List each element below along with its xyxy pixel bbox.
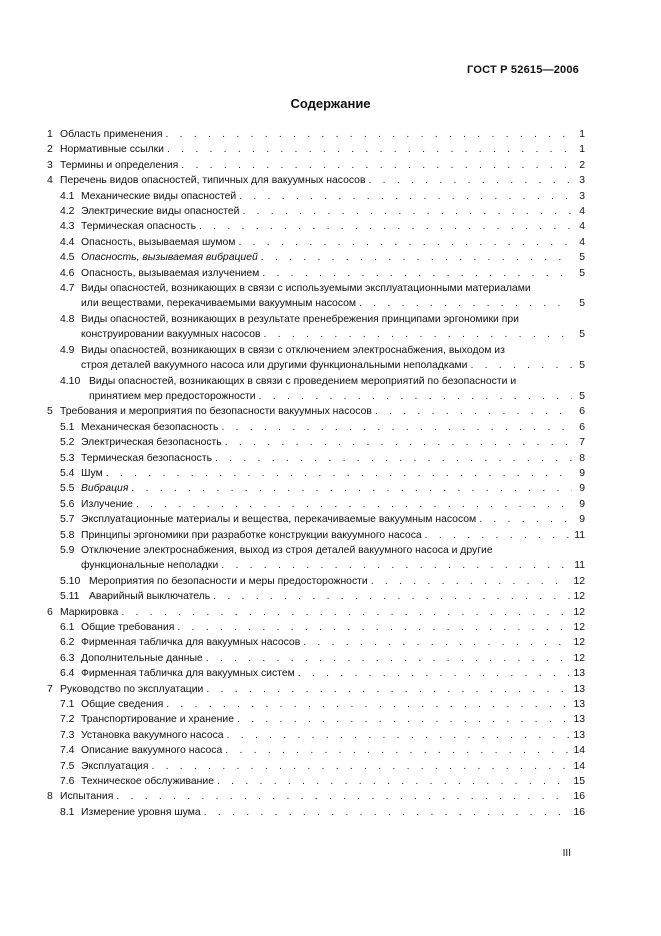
toc-entry-page: 9: [579, 498, 585, 510]
toc-entry-title: Нормативные ссылки: [60, 144, 164, 156]
dot-leader: [131, 481, 572, 496]
toc-entry-number: 3: [47, 159, 53, 171]
toc-entry-title: Опасность, вызываемая шумом: [81, 236, 236, 248]
toc-entry[interactable]: [47, 605, 585, 620]
toc-entry-title: Механические виды опасностей: [81, 190, 237, 202]
toc-entry[interactable]: [47, 189, 585, 204]
dot-leader: [151, 759, 570, 774]
dot-leader: [177, 620, 570, 635]
dot-leader: [298, 666, 571, 681]
dot-leader: [303, 635, 570, 650]
toc-entry-page: 5: [579, 298, 585, 310]
toc-entry-title: Эксплуатационные материалы и вещества, перекачиваемые вакуумным насосом: [81, 514, 477, 526]
toc-entry-number: 5.2: [60, 437, 75, 449]
toc-entry-number: 7.1: [60, 699, 75, 711]
toc-entry-title-cont: конструировании вакуумных насосов: [81, 329, 261, 341]
toc-entry-page: 9: [579, 467, 585, 479]
toc-entry-title: Опасность, вызываемая излучением: [81, 267, 260, 279]
toc-entry[interactable]: [47, 235, 585, 250]
toc-entry-title: Отключение электроснабжения, выход из строя деталей вакуумного насоса и другие: [81, 544, 493, 556]
dot-leader: [225, 743, 570, 758]
table-of-contents: [47, 127, 585, 820]
toc-entry-title: Опасность, вызываемая вибрацией: [81, 252, 258, 264]
toc-entry[interactable]: [47, 343, 585, 374]
toc-entry[interactable]: [47, 158, 585, 173]
toc-entry-page: 4: [579, 236, 585, 248]
toc-entry[interactable]: [47, 682, 585, 697]
toc-entry-number: 5.1: [60, 421, 75, 433]
toc-entry-title: Аварийный выключатель: [89, 591, 211, 603]
toc-entry-title: Общие требования: [81, 622, 175, 633]
toc-entry-page: 13: [573, 699, 585, 711]
toc-entry-title-cont: функциональные неполадки: [81, 560, 219, 572]
toc-entry[interactable]: [47, 759, 585, 774]
toc-entry-number: 6.4: [60, 668, 75, 680]
toc-entry[interactable]: [47, 374, 585, 405]
toc-entry[interactable]: [47, 281, 585, 312]
toc-entry-page: 4: [579, 221, 585, 233]
toc-entry-page: 13: [573, 714, 585, 726]
toc-entry-number: 4.8: [60, 313, 75, 325]
toc-entry-page: 16: [573, 806, 585, 818]
toc-entry-page: 11: [574, 560, 585, 572]
dot-leader: [165, 127, 572, 142]
toc-entry-number: 4.1: [60, 190, 75, 202]
toc-entry-title: Вибрация: [81, 483, 129, 495]
toc-entry-number: 1: [47, 129, 53, 140]
toc-entry-number: 6: [47, 606, 53, 618]
toc-entry-page: 5: [579, 252, 585, 264]
dot-leader: [199, 219, 572, 234]
toc-entry-page: 15: [573, 776, 585, 788]
toc-entry-number: 6.2: [60, 637, 75, 649]
toc-entry-number: 2: [47, 144, 53, 156]
dot-leader: [261, 250, 572, 265]
toc-entry-page: 14: [573, 745, 585, 757]
dot-leader: [215, 451, 572, 466]
dot-leader: [167, 142, 572, 157]
toc-entry-number: 5.5: [60, 483, 75, 495]
toc-entry[interactable]: [47, 805, 585, 820]
toc-entry-number: 4.3: [60, 221, 75, 233]
dot-leader: [106, 466, 572, 481]
toc-entry[interactable]: [47, 173, 585, 188]
toc-entry[interactable]: [47, 404, 585, 419]
toc-entry-page: 2: [579, 159, 585, 171]
toc-entry-title-cont: принятием мер предосторожности: [89, 390, 256, 402]
toc-entry-page: 13: [573, 729, 585, 741]
toc-entry-number: 7.5: [60, 760, 75, 772]
toc-entry-number: 5.4: [60, 467, 75, 479]
toc-entry[interactable]: [47, 142, 585, 157]
toc-entry-page: 9: [579, 483, 585, 495]
toc-entry-page: 5: [579, 329, 585, 341]
toc-entry[interactable]: [47, 435, 585, 450]
page-number: III: [562, 848, 571, 859]
toc-entry-page: 8: [579, 452, 585, 464]
toc-entry-number: 4.2: [60, 206, 75, 218]
toc-entry[interactable]: [47, 497, 585, 512]
dot-leader: [221, 420, 572, 435]
toc-entry-number: 6.3: [60, 652, 75, 664]
toc-entry-number: 4.7: [60, 283, 75, 295]
toc-entry-title: Общие сведения: [81, 699, 164, 711]
toc-entry[interactable]: [47, 774, 585, 789]
toc-entry-title: Термины и определения: [60, 159, 179, 171]
toc-entry-page: 7: [579, 437, 585, 449]
toc-entry-number: 7: [47, 683, 53, 695]
toc-entry-page: 3: [579, 190, 585, 202]
toc-entry[interactable]: [47, 789, 585, 804]
toc-entry[interactable]: [47, 204, 585, 219]
dot-leader: [368, 173, 572, 188]
toc-entry-number: 8.1: [60, 806, 75, 818]
toc-entry-title: Виды опасностей, возникающих в связи с отключением электроснабжения, выходом из: [81, 344, 505, 356]
toc-entry[interactable]: [47, 312, 585, 343]
dot-leader: [206, 682, 570, 697]
dot-leader: [371, 574, 571, 589]
toc-entry-number: 6.1: [60, 622, 75, 633]
dot-leader: [239, 189, 572, 204]
toc-entry[interactable]: [47, 543, 585, 574]
toc-entry-title: Дополнительные данные: [81, 652, 203, 664]
toc-entry-title: Электрическая безопасность: [81, 437, 222, 449]
toc-entry[interactable]: [47, 266, 585, 281]
toc-entry-title: Эксплуатация: [81, 760, 149, 772]
dot-leader: [217, 774, 570, 789]
toc-entry[interactable]: [47, 512, 585, 527]
toc-entry-page: 12: [573, 591, 585, 603]
toc-entry-title: Электрические виды опасностей: [81, 206, 240, 218]
toc-entry-number: 4.9: [60, 344, 75, 356]
toc-entry-page: 9: [579, 514, 585, 526]
toc-entry-page: 5: [579, 267, 585, 279]
toc-entry-number: 7.3: [60, 729, 75, 741]
toc-entry-title: Термическая опасность: [81, 221, 196, 233]
toc-entry-title: Область применения: [60, 129, 163, 140]
toc-entry-number: 7.2: [60, 714, 75, 726]
dot-leader: [264, 327, 572, 342]
toc-entry-title: Измерение уровня шума: [81, 806, 201, 818]
toc-entry-title: Руководство по эксплуатации: [60, 683, 204, 695]
toc-entry[interactable]: [47, 635, 585, 650]
toc-entry-number: 5.3: [60, 452, 75, 464]
toc-entry-title: Механическая безопасность: [81, 421, 219, 433]
dot-leader: [262, 266, 572, 281]
page-title: Содержание: [290, 96, 371, 111]
toc-entry[interactable]: [47, 589, 585, 604]
toc-entry[interactable]: [47, 666, 585, 681]
toc-entry-title: Маркировка: [60, 606, 119, 618]
toc-entry-page: 1: [579, 144, 585, 156]
dot-leader: [425, 528, 572, 543]
toc-entry-page: 12: [573, 637, 585, 649]
toc-entry-title: Термическая безопасность: [81, 452, 213, 464]
toc-entry-number: 5.7: [60, 514, 75, 526]
dot-leader: [206, 651, 571, 666]
toc-entry-page: 13: [573, 683, 585, 695]
dot-leader: [227, 728, 571, 743]
toc-entry[interactable]: [47, 481, 585, 496]
toc-entry-page: 12: [573, 575, 585, 587]
dot-leader: [181, 158, 572, 173]
toc-entry-page: 5: [579, 360, 585, 372]
dot-leader: [204, 805, 571, 820]
toc-entry-page: 12: [573, 652, 585, 664]
dot-leader: [116, 789, 570, 804]
dot-leader: [225, 435, 572, 450]
toc-entry-title: Транспортирование и хранение: [81, 714, 235, 726]
toc-entry-page: 16: [573, 791, 585, 803]
toc-entry-title-cont: или веществами, перекачиваемыми вакуумным насосом: [81, 298, 357, 310]
toc-entry-number: 4.10: [60, 375, 81, 387]
toc-entry[interactable]: [47, 574, 585, 589]
toc-entry-page: 14: [573, 760, 585, 772]
toc-entry-page: 5: [579, 390, 585, 402]
toc-entry[interactable]: [47, 466, 585, 481]
toc-entry-number: 4: [47, 175, 53, 187]
toc-entry[interactable]: [47, 451, 585, 466]
toc-entry-page: 13: [573, 668, 585, 680]
toc-entry-title: Виды опасностей, возникающих в связи с проведением мероприятий по безопасности и: [89, 375, 517, 387]
toc-entry-title: Установка вакуумного насоса: [81, 729, 224, 741]
toc-entry-page: 4: [579, 206, 585, 218]
toc-entry-page: 1: [579, 129, 585, 140]
toc-entry[interactable]: [47, 127, 585, 142]
dot-leader: [221, 558, 571, 573]
toc-entry-number: 7.4: [60, 745, 75, 757]
toc-entry[interactable]: [47, 651, 585, 666]
toc-entry-title: Принципы эргономики при разработке конструкции вакуумного насоса: [81, 529, 422, 541]
toc-entry-page: 12: [573, 606, 585, 618]
toc-entry-number: 4.4: [60, 236, 75, 248]
dot-leader: [242, 204, 572, 219]
dot-leader: [213, 589, 570, 604]
toc-entry-number: 5.11: [60, 591, 80, 603]
toc-entry-title: Техническое обслуживание: [81, 776, 214, 788]
toc-entry[interactable]: [47, 420, 585, 435]
toc-entry-title: Мероприятия по безопасности и меры предосторожности: [89, 575, 368, 587]
toc-entry-title: Фирменная табличка для вакуумных насосов: [81, 637, 301, 649]
toc-entry-title: Виды опасностей, возникающих в связи с используемыми эксплуатационными материалами: [81, 283, 531, 295]
dot-leader: [136, 497, 572, 512]
toc-entry-number: 8: [47, 791, 53, 803]
toc-entry-number: 4.5: [60, 252, 75, 264]
dot-leader: [237, 712, 570, 727]
toc-entry-title: Испытания: [60, 791, 114, 803]
toc-entry[interactable]: [47, 250, 585, 265]
toc-entry-title: Фирменная табличка для вакуумных систем: [81, 668, 295, 680]
dot-leader: [166, 697, 570, 712]
toc-entry-title: Требования и мероприятия по безопасности вакуумных насосов: [60, 406, 372, 418]
dot-leader: [479, 512, 572, 527]
toc-entry[interactable]: [47, 620, 585, 635]
toc-entry-title: Виды опасностей, возникающих в результате пренебрежения принципами эргономики при: [81, 313, 519, 325]
toc-entry-page: 12: [573, 622, 585, 633]
toc-entry-title: Перечень видов опасностей, типичных для вакуумных насосов: [60, 175, 366, 187]
toc-entry[interactable]: [47, 743, 585, 758]
toc-entry[interactable]: [47, 219, 585, 234]
toc-entry-page: 11: [574, 529, 585, 541]
dot-leader: [259, 389, 572, 404]
toc-entry-title: Излучение: [81, 498, 133, 510]
toc-entry-number: 5.9: [60, 544, 75, 556]
toc-entry-title: Описание вакуумного насоса: [81, 745, 223, 757]
dot-leader: [375, 404, 572, 419]
toc-entry[interactable]: [47, 712, 585, 727]
toc-entry-number: 4.6: [60, 267, 75, 279]
toc-entry-page: 3: [579, 175, 585, 187]
toc-entry-page: 6: [579, 421, 585, 433]
toc-entry-number: 5.6: [60, 498, 75, 510]
dot-leader: [121, 605, 570, 620]
dot-leader: [238, 235, 572, 250]
toc-entry-number: 5.10: [60, 575, 81, 587]
document-number: ГОСТ Р 52615—2006: [467, 64, 579, 76]
toc-entry-number: 5.8: [60, 529, 75, 541]
toc-entry[interactable]: [47, 697, 585, 712]
dot-leader: [359, 296, 572, 311]
toc-entry-title: Шум: [81, 467, 103, 479]
toc-entry-number: 7.6: [60, 776, 75, 788]
toc-entry[interactable]: [47, 728, 585, 743]
toc-entry-title-cont: строя деталей вакуумного насоса или другими функциональными неполадками: [81, 360, 468, 372]
dot-leader: [470, 358, 572, 373]
toc-entry-page: 6: [579, 406, 585, 418]
toc-entry-number: 5: [47, 406, 53, 418]
toc-entry[interactable]: [47, 528, 585, 543]
